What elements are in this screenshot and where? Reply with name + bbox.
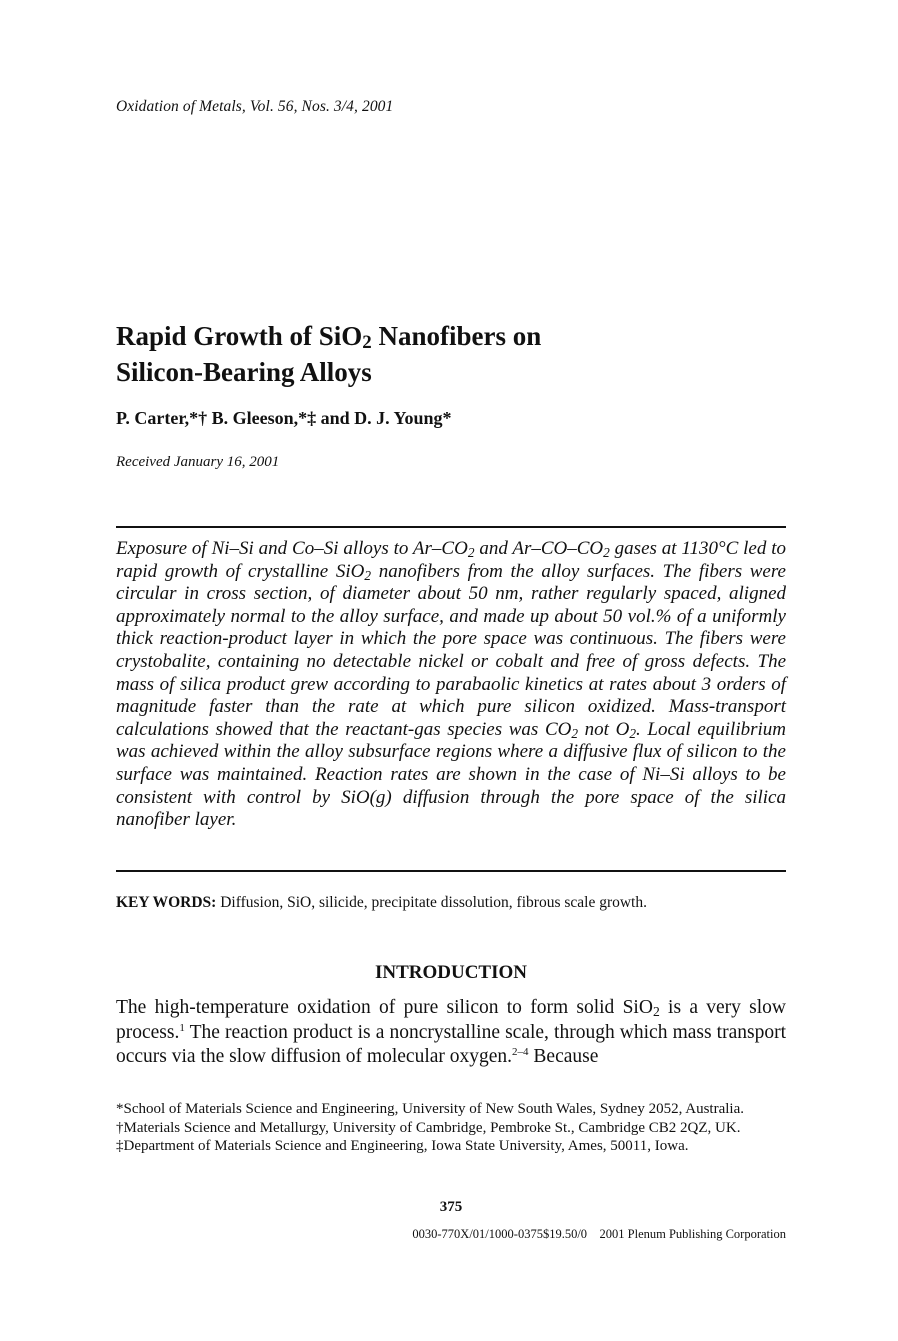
abstract <box>116 538 786 832</box>
introduction-paragraph <box>116 996 786 1070</box>
abstract-text: and Ar–CO–CO <box>474 538 604 559</box>
page-number: 375 <box>439 1199 463 1215</box>
footnotes <box>116 1100 786 1156</box>
intro-text: The reaction product is a noncrystalline scale, through which mass transport occurs via the slow diffusion of molecular oxygen. <box>116 1021 786 1067</box>
footnote-affiliation: †Materials Science and Metallurgy, University of Cambridge, Pembroke St., Cambridge CB2 2QZ, UK. <box>116 1119 741 1136</box>
abstract-text: Exposure of Ni–Si and Co–Si alloys to Ar–CO <box>116 538 468 559</box>
footnote-affiliation: ‡Department of Materials Science and Engineering, Iowa State University, Ames, 50011, Iowa. <box>116 1138 689 1154</box>
footnote-affiliation: *School of Materials Science and Engineering, University of New South Wales, Sydney 2052, Australia. <box>116 1101 744 1117</box>
subscript: 2 <box>652 1004 660 1019</box>
abstract-text: nanofibers from the alloy surfaces. The fibers were circular in cross section, of diameter about 50 nm, rather regularly spaced, aligned approximately normal to the alloy surface, and made up about 50 vol.% of a uniformly thick reaction-product layer in which the pore space was continuous. The fibers were crystobalite, containing no detectable nickel or cobalt and free of gross defects. The mass of silica product grew according to parabaolic kinetics at rates about 3 orders of magnitude faster than the rate at which pure silicon oxidized. Mass-transport calculations showed that the reactant-gas species was CO <box>116 560 786 740</box>
title-subscript: 2 <box>362 332 372 353</box>
intro-text: is a very slow process. <box>116 997 787 1043</box>
keywords <box>116 894 647 912</box>
intro-text: The high-temperature oxidation of pure silicon to form solid SiO <box>116 997 653 1018</box>
subscript: 2 <box>629 725 636 741</box>
section-heading: INTRODUCTION <box>374 962 528 983</box>
intro-text: Because <box>528 1046 599 1067</box>
subscript: 2 <box>571 725 579 741</box>
abstract-bottom-rule <box>116 870 786 872</box>
keywords-label: KEY WORDS: <box>116 894 217 911</box>
publication-line: 0030-770X/01/1000-0375$19.50/0 2001 Plenum Publishing Corporation <box>412 1227 786 1241</box>
abstract-text: not O <box>578 718 630 740</box>
subscript: 2 <box>364 567 372 583</box>
title-line2: Silicon-Bearing Alloys <box>116 357 372 387</box>
abstract-top-rule <box>116 526 786 528</box>
article-title <box>116 318 716 390</box>
subscript: 2 <box>467 545 475 560</box>
abstract-text: gases at 1130°C led to rapid growth of crystalline SiO <box>116 538 786 582</box>
subscript: 2 <box>603 545 610 560</box>
title-line1-end: Nanofibers on <box>371 321 542 351</box>
title-line1-start: Rapid Growth of SiO <box>116 321 363 351</box>
citation-ref: 2–4 <box>512 1046 529 1058</box>
received-date: Received January 16, 2001 <box>116 454 280 470</box>
journal-citation: Oxidation of Metals, Vol. 56, Nos. 3/4, 2001 <box>116 98 394 115</box>
abstract-text: . Local equilibrium was achieved within the alloy subsurface regions where a diffusive flux of silicon to the surface was maintained. Reaction rates are shown in the case of Ni–Si alloys to be consistent with control by SiO(g) diffusion through the pore space of the silica nanofiber layer. <box>116 718 786 831</box>
keywords-text: Diffusion, SiO, silicide, precipitate dissolution, fibrous scale growth. <box>216 894 647 911</box>
author-list: P. Carter,*† B. Gleeson,*‡ and D. J. Young* <box>116 408 452 428</box>
citation-ref: 1 <box>179 1021 185 1034</box>
